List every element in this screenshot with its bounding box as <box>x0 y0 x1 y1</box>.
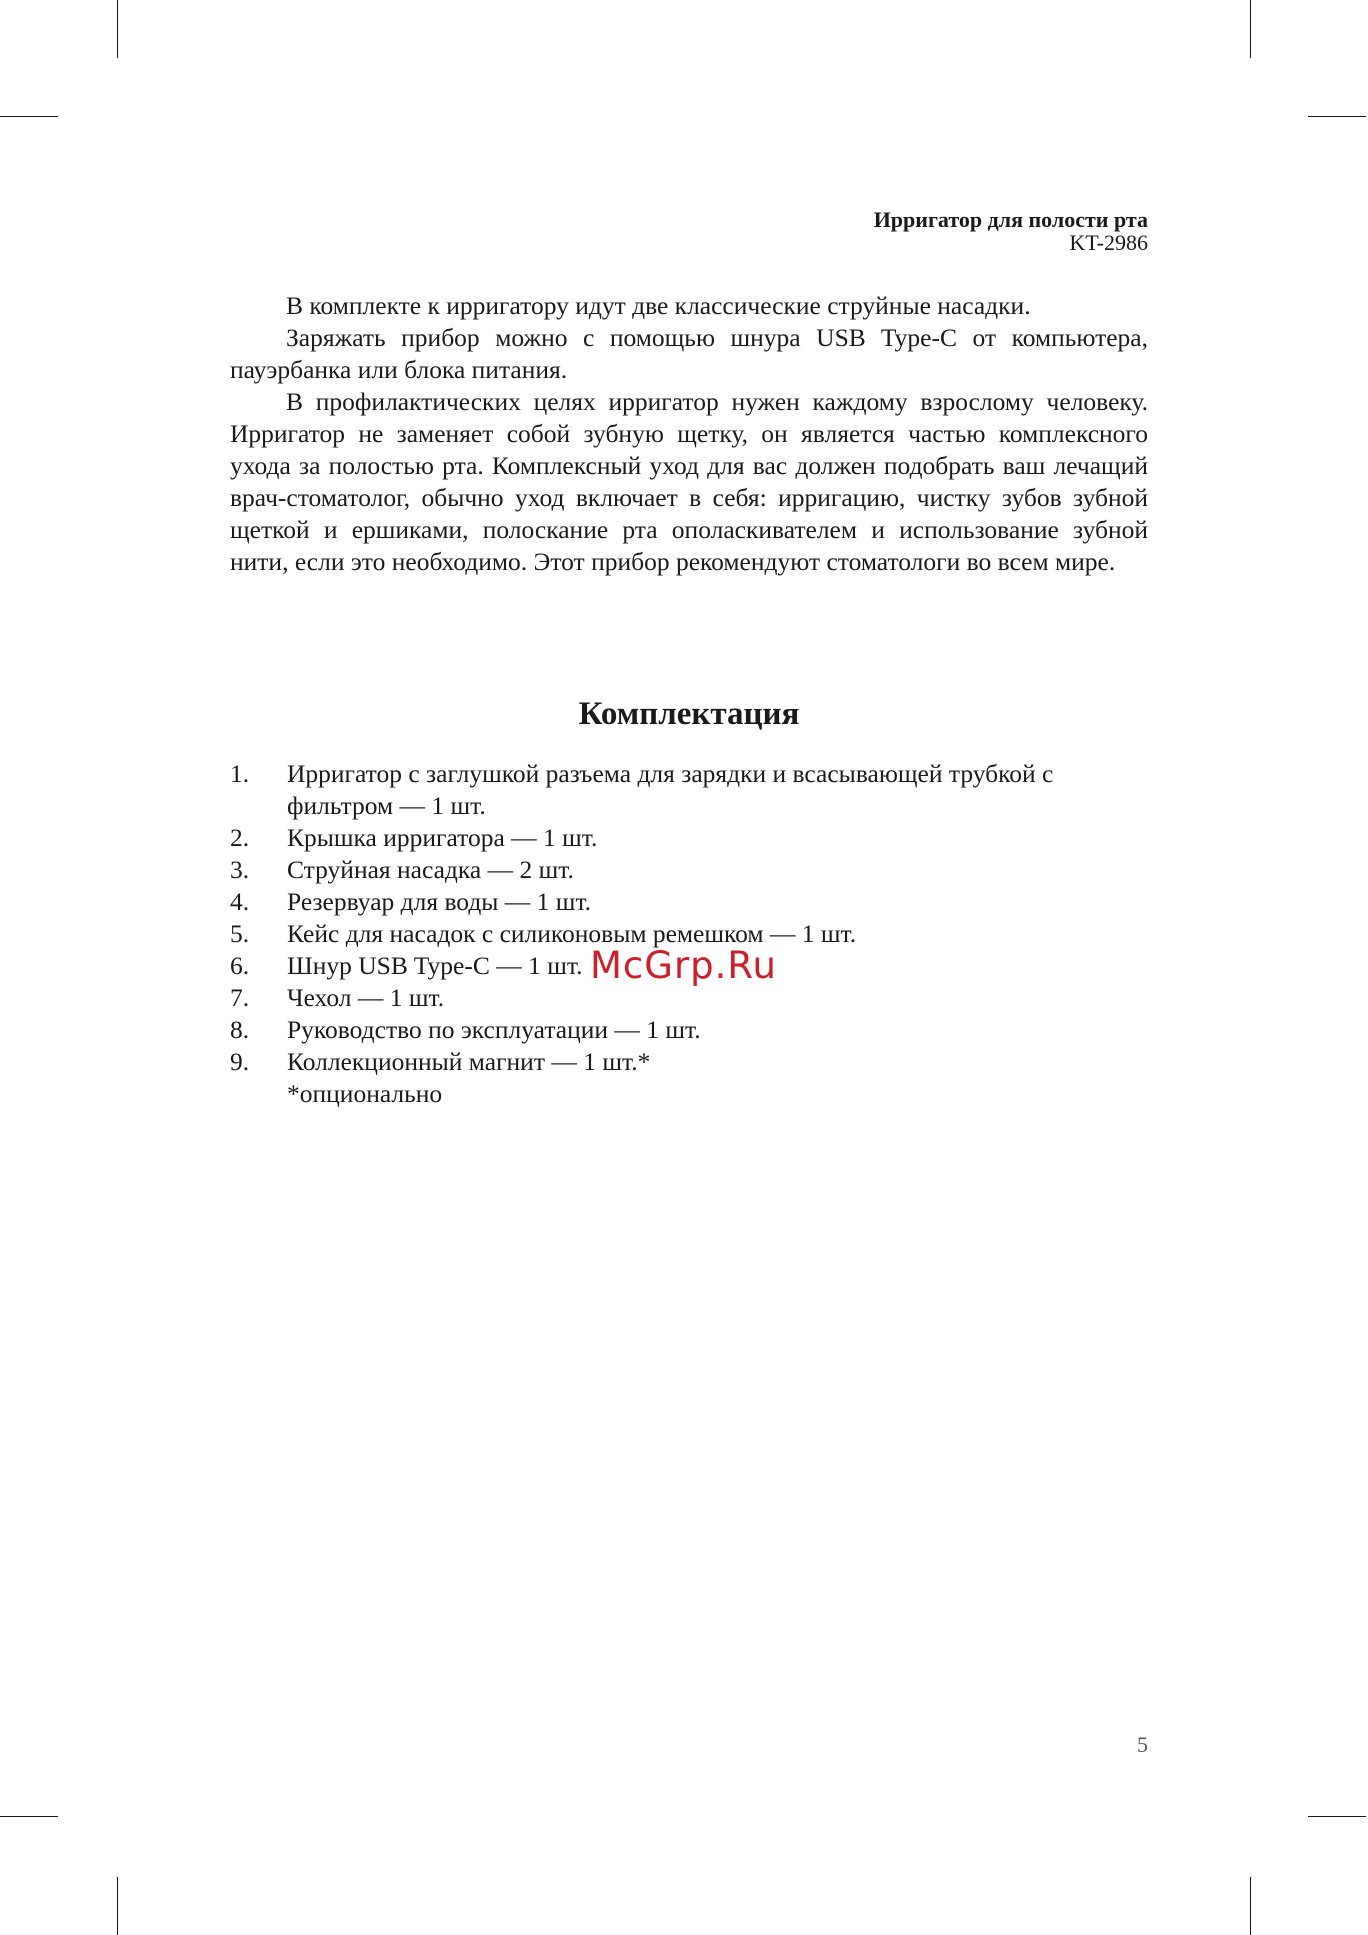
kit-list <box>230 758 1148 1078</box>
product-model: KT-2986 <box>1069 230 1148 255</box>
item-text: Ирригатор с заглушкой разъема для зарядки и всасывающей трубкой с фильтром — 1 шт. <box>287 759 1054 820</box>
paragraph: В комплекте к ирригатору идут две классические струйные насадки. <box>286 291 1031 320</box>
list-item <box>230 854 1148 886</box>
item-number: 5. <box>230 919 250 948</box>
item-text: Кейс для насадок с силиконовым ремешком — 1 шт. <box>287 919 857 948</box>
crop-mark-left-top <box>0 116 58 117</box>
document-header <box>874 208 1148 254</box>
item-number: 2. <box>230 823 250 852</box>
item-number: 9. <box>230 1047 250 1076</box>
crop-mark-right-bottom <box>1308 1816 1366 1817</box>
crop-mark-right-top <box>1308 116 1366 117</box>
item-text: Коллекционный магнит — 1 шт.* <box>287 1047 651 1076</box>
crop-mark-bottom-right <box>1250 1877 1251 1935</box>
footnote: *опционально <box>287 1079 443 1108</box>
item-text: Резервуар для воды — 1 шт. <box>287 887 592 916</box>
item-text: Крышка ирригатора — 1 шт. <box>287 823 598 852</box>
intro-text <box>230 290 1148 578</box>
section-title: Комплектация <box>578 696 800 732</box>
item-number: 8. <box>230 1015 250 1044</box>
list-item <box>230 886 1148 918</box>
item-number: 4. <box>230 887 250 916</box>
item-number: 7. <box>230 983 250 1012</box>
page-number: 5 <box>1137 1732 1148 1757</box>
item-number: 1. <box>230 759 250 788</box>
list-item <box>230 1014 1148 1046</box>
list-item <box>230 1046 1148 1078</box>
crop-mark-top-right <box>1250 0 1251 58</box>
crop-mark-left-bottom <box>0 1816 58 1817</box>
paragraph: В профилактических целях ирригатор нужен каждому взрослому человеку. Ирригатор не заменяет собой зубную щетку, он является частью комплексного ухода за полостью рта. Комплексный уход для вас должен подобрать ваш лечащий врач-стоматолог, обычно уход включает в себя: ирригацию, чистку зубов зубной щеткой и ершиками, полоскание рта ополаскивателем и использование зубной нити, если это необходимо. Этот прибор рекомендуют стоматологи во всем мире. <box>230 387 1148 576</box>
paragraph: Заряжать прибор можно с помощью шнура USB Type-C от компьютера, пауэрбанка или блока питания. <box>230 323 1148 384</box>
list-item <box>230 822 1148 854</box>
product-title: Ирригатор для полости рта <box>873 207 1148 232</box>
list-item <box>230 758 1148 822</box>
item-text: Струйная насадка — 2 шт. <box>287 855 574 884</box>
watermark: McGrp.Ru <box>590 944 777 987</box>
item-number: 6. <box>230 951 250 980</box>
crop-mark-top-left <box>117 0 118 58</box>
item-text: Шнур USB Type-C — 1 шт. <box>287 951 583 980</box>
crop-mark-bottom-left <box>117 1877 118 1935</box>
item-number: 3. <box>230 855 250 884</box>
item-text: Чехол — 1 шт. <box>287 983 445 1012</box>
item-text: Руководство по эксплуатации — 1 шт. <box>287 1015 701 1044</box>
